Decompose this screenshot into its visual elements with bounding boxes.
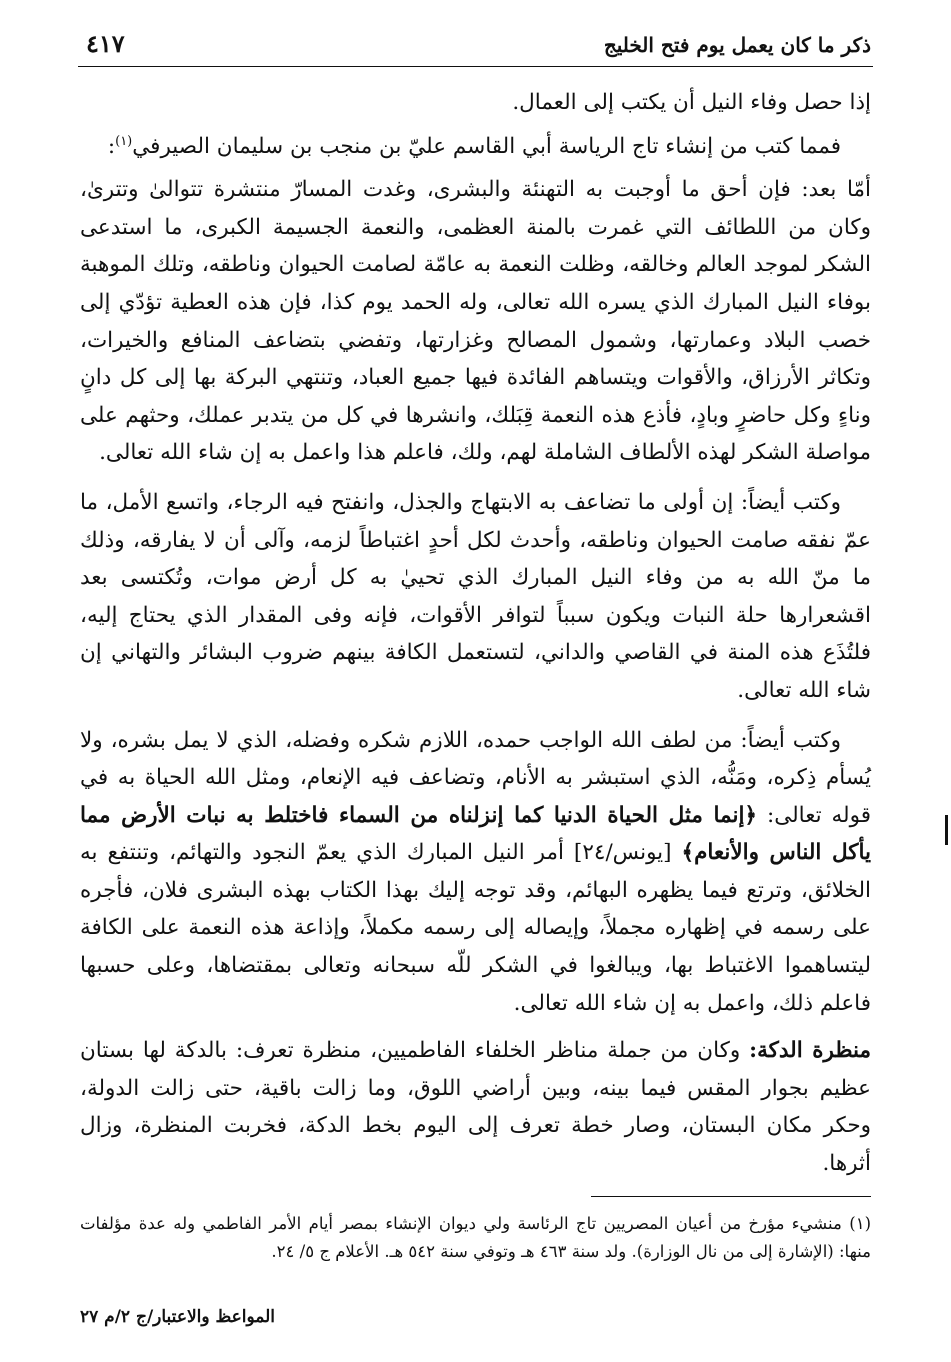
footnote-reference: (١) — [115, 133, 133, 149]
paragraph-dakka-belvedere — [80, 1032, 871, 1182]
paragraph-second-letter: وكتب أيضاً: إن أولى ما تضاعف به الابتهاج والجذل، وانفتح فيه الرجاء، واتسع الأمل، ما عمّ نفقه صامت الحيوان وناطقه، وأحدث لكل أحدٍ اغتباطاً لزمه، وآلى أن لا يفارقه، وذلك ما منّ الله به من وفاء النيل المبارك الذي تحييٰ به كل أرض موات، وتُكتسى بعد اقشعرارها حلة النبات ويكون سبباً لتوافر الأقوات، فإنه وفى المقدار الذي يحتاج إليه، فلتُذَع هذه المنة في القاصي والداني، لتستعمل الكافة بينهم ضروب البشائر والتهاني إن شاء الله تعالى. — [80, 489, 871, 703]
paragraph-first-letter: أمّا بعد: فإن أحق ما أوجبت به التهنئة والبشرى، وغدت المسارّ منتشرة تتوالىٰ وتترىٰ، وكان من اللطائف التي غمرت بالمنة العظمى، والنعمة الجسيمة الكبرى، ما استدعى الشكر لموجد العالم وخالقه، وظلت النعمة به عامّة لصامت الحيوان وناطقه، وتلك الموهبة بوفاء النيل المبارك الذي يسره الله تعالى، وله الحمد يوم كذا، فإن هذه العطية تؤدّي إلى خصب البلاد وعمارتها، وشمول المصالح وغزارتها، وتفضي بتضاعف المنافع والخيرات، وتكاثر الأرزاق، والأقوات ويتساهم الفائدة فيها جميع العباد، وتنتهي البركة بها إلى كل دانٍ وناءٍ وكل حاضرٍ وبادٍ، فأذع هذه النعمة قِبَلك، وانشرها في كل من يتدبر عملك، وحثهم على مواصلة الشكر لهذه الألطاف الشاملة لهم، ولك، فاعلم هذا واعمل به إن شاء الله تعالى. — [80, 177, 871, 466]
main-text — [80, 84, 871, 1195]
paragraph-third-letter — [80, 722, 871, 1023]
footnote-text: منشيء مؤرخ من أعيان المصريين تاج الرئاسة ولي ديوان الإنشاء بمصر أيام الأمر الفاطمي وله عدة مؤلفات منها: (الإشارة إلى من نال الوزارة). ولد سنة ٤٦٣ هـ وتوفي سنة ٥٤٢ هـ. الأعلام ج ٥/ ٢٤. — [80, 1214, 871, 1261]
paragraph-opening: إذا حصل وفاء النيل أن يكتب إلى العمال. — [512, 90, 871, 115]
letter-intro-text: فمما كتب من إنشاء تاج الرياسة أبي القاسم عليّ بن منجب بن سليمان الصيرفي — [132, 133, 841, 159]
paragraph-letter-intro — [80, 128, 871, 166]
section-text: وكان من جملة مناظر الخلفاء الفاطميين، منظرة تعرف: بالدكة لها بستان عظيم بجوار المقس فيما بينه، وبين أراضي اللوق، وما زالت باقية، حتى زالت الدولة، وحكر مكان البستان، وصار خطة تعرف إلى اليوم بخط الدكة، فخربت المنظرة، وزال أثرها. — [80, 1038, 871, 1177]
footnote — [80, 1210, 871, 1266]
margin-mark — [945, 815, 948, 845]
footnote-marker: (١) — [849, 1214, 871, 1233]
third-letter-rest: [يونس/٢٤] أمر النيل المبارك الذي يعمّ النجود والتهائم، وتنتفع به الخلائق، وترتع فيما يظهره البهائم، وقد توجه إليك بهذا الكتاب بهذه البشرى فلان، فأجره على رسمه في إظهاره مجملاً، وإيصاله إلى رسمه مكملاً، وإذاعة هذه النعمة على الكافة ليتساهموا الاغتباط بها، ويبالغوا في الشكر للّه سبحانه وتعالى بمقتضاها، وعلى حسبها فاعلم ذلك، واعمل به إن شاء الله تعالى. — [80, 840, 871, 1016]
header-rule — [78, 66, 873, 67]
quran-quote: ﴿إنما مثل الحياة الدنيا كما إنزلناه من السماء فاختلط به نبات الأرض مما يأكل الناس والأنعام﴾ — [80, 802, 872, 866]
running-title: ذكر ما كان يعمل يوم فتح الخليج — [603, 33, 871, 57]
printer-signature: المواعظ والاعتبار/ج ٢/م ٢٧ — [80, 1307, 276, 1327]
third-letter-opening: وكتب أيضاً: من لطف الله الواجب حمده، اللازم شكره وفضله، الذي لا يمل بشره، ولا يُسأم ذِكره، ومَنُّه، الذي استبشر به الأنام، وتضاعف فيه الإنعام، ومثل الله الحياة به في قوله تعالى: — [80, 727, 871, 828]
page-number: ٤١٧ — [86, 29, 125, 58]
letter-intro-colon: : — [107, 133, 116, 159]
section-heading: منظرة الدكة: — [749, 1038, 871, 1064]
footnote-rule — [591, 1196, 871, 1197]
